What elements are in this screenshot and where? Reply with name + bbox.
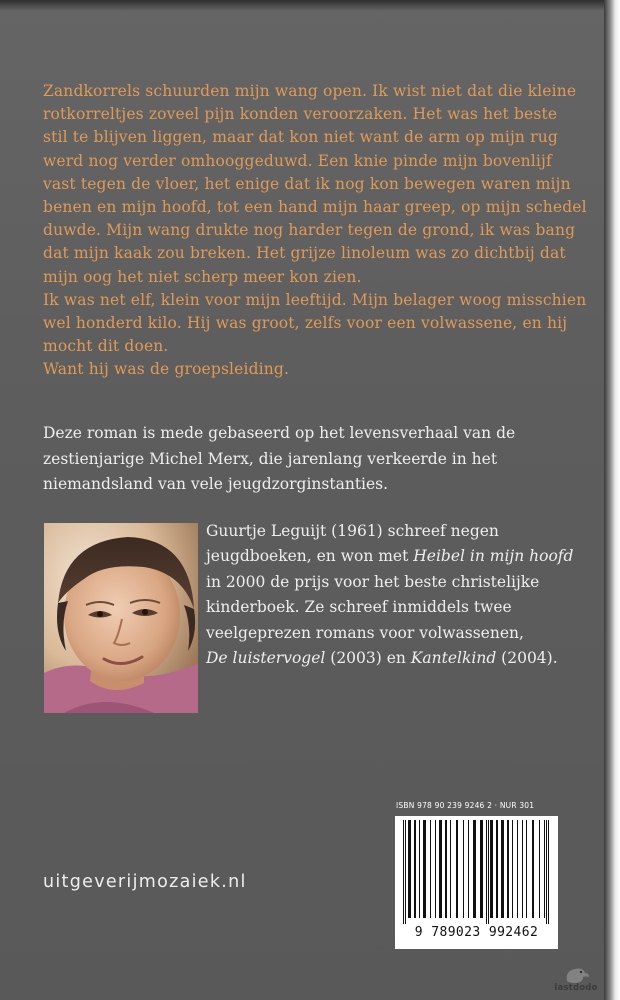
excerpt-line: Want hij was de groepsleiding. — [43, 360, 290, 379]
barcode-bar — [463, 820, 464, 918]
bio-line: kinderboek. Ze schreef inmiddels twee — [206, 598, 512, 617]
blurb-line: zestienjarige Michel Merx, die jarenlang verkeerde in het — [43, 449, 498, 468]
bio-line: veelgeprezen romans voor volwassenen, — [206, 623, 524, 642]
barcode-bar — [539, 820, 540, 918]
barcode-bar — [456, 820, 458, 918]
watermark-text: lastdodo — [554, 983, 598, 993]
bio-text: (2003) en — [325, 649, 411, 668]
barcode-bar — [435, 820, 436, 918]
book-blurb — [43, 421, 583, 498]
excerpt-text — [43, 80, 587, 382]
barcode-bar — [405, 820, 406, 924]
barcode — [395, 816, 558, 949]
barcode-bar — [486, 820, 487, 924]
bio-line — [206, 646, 596, 671]
excerpt-line: rotkorreltjes zoveel pijn konden veroorzaken. Het was het beste — [43, 105, 558, 124]
barcode-bar — [532, 820, 534, 918]
barcode-bar — [496, 820, 498, 918]
barcode-bar — [419, 820, 420, 918]
excerpt-line: stil te blijven liggen, maar dat kon niet want de arm op mijn rug — [43, 128, 558, 147]
excerpt-line: mocht dit doen. — [43, 337, 169, 356]
barcode-bar — [480, 820, 483, 918]
barcode-bar — [512, 820, 513, 918]
barcode-bar — [473, 820, 476, 918]
barcode-bar — [526, 820, 527, 918]
bio-line: Guurtje Leguijt (1961) schreef negen — [206, 522, 499, 540]
barcode-bar — [403, 820, 404, 924]
barcode-bar — [430, 820, 431, 918]
author-bio — [206, 519, 596, 671]
book-title: Heibel in mijn hoofd — [413, 547, 574, 566]
excerpt-line: benen en mijn hoofd, tot een hand mijn haar greep, op mijn schedel — [43, 198, 587, 217]
book-title: Kantelkind — [410, 649, 497, 668]
barcode-bar — [439, 820, 442, 918]
bio-line — [206, 544, 596, 569]
dodo-bird-icon — [545, 963, 607, 985]
barcode-bar — [517, 820, 518, 918]
excerpt-line: wel honderd kilo. Hij was groot, zelfs voor een volwassene, en hij — [43, 314, 568, 333]
cover-top-edge — [0, 0, 604, 10]
barcode-bar — [490, 820, 493, 918]
barcode-bar — [501, 820, 504, 918]
isbn-label: ISBN 978 90 239 9246 2 · NUR 301 — [396, 801, 535, 810]
excerpt-line: Ik was net elf, klein voor mijn leeftijd. Mijn belager woog misschien — [43, 290, 587, 309]
blurb-line: niemandsland van vele jeugdzorginstanties. — [43, 475, 389, 493]
barcode-bar — [450, 820, 451, 918]
excerpt-line: dat mijn kaak zou breken. Het grijze linoleum was zo dichtbij dat — [43, 244, 566, 263]
barcode-number: 9 789023 992462 — [414, 925, 539, 940]
barcode-bar — [414, 820, 416, 918]
barcode-bar — [544, 820, 545, 918]
barcode-bar — [445, 820, 447, 918]
bio-line: in 2000 de prijs voor het beste christelijke — [206, 572, 540, 591]
barcode-bars — [395, 816, 558, 924]
barcode-bar — [423, 820, 426, 918]
excerpt-line: vast tegen de vloer, het enige dat ik nog kon bewegen waren mijn — [43, 174, 571, 193]
barcode-bar — [468, 820, 469, 918]
barcode-bar — [522, 820, 523, 918]
author-photo — [44, 523, 198, 713]
blurb-line: Deze roman is mede gebaseerd op het levensverhaal van de — [43, 424, 516, 442]
excerpt-line: werd nog verder omhooggeduwd. Een knie pinde mijn bovenlijf — [43, 151, 552, 170]
bio-text: jeugdboeken, en won met — [206, 547, 414, 566]
cover-right-edge — [604, 0, 620, 1000]
excerpt-line: mijn oog het niet scherp meer kon zien. — [43, 267, 362, 286]
book-title: De luistervogel — [206, 649, 326, 668]
excerpt-line: duwde. Mijn wang drukte nog harder tegen de grond, ik was bang — [43, 221, 576, 240]
lastdodo-watermark — [545, 963, 607, 995]
excerpt-line: Zandkorrels schuurden mijn wang open. Ik wist niet dat die kleine — [43, 82, 577, 100]
publisher-website: uitgeverijmozaiek.nl — [43, 872, 247, 892]
barcode-bar — [546, 820, 547, 924]
bio-text: (2004). — [496, 649, 558, 668]
barcode-bar — [507, 820, 509, 918]
barcode-bar — [488, 820, 489, 924]
barcode-bar — [408, 820, 411, 918]
barcode-bar — [548, 820, 549, 924]
